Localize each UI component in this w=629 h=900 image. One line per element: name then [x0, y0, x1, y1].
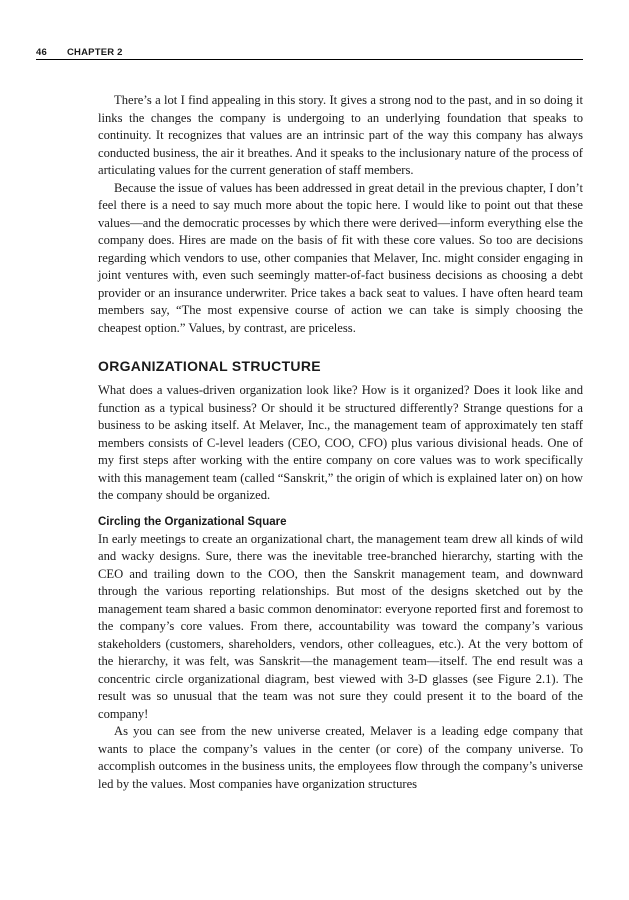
paragraph-subsection-1: In early meetings to create an organizational chart, the management team drew all kinds of wild and wacky designs. Sure, there was the inevitable tree-branched hierarchy, starting with the CEO and trailing down to the COO, then the Sanskrit management team, and downward through the various reporting relationships. But most of the designs sketched out by the management team shared a basic common denominator: everyone reported first and foremost to the company’s core values. From there, accountability was toward the company’s various stakeholders (customers, shareholders, vendors, other colleagues, etc.). At the very bottom of the hierarchy, it was felt, was Sanskrit—the management team—itself. The end result was a concentric circle organizational diagram, best viewed with 3-D glasses (see Figure 2.1). The result was so unusual that the team was not sure they could present it to the board of the company! — [98, 531, 583, 721]
chapter-label: CHAPTER 2 — [67, 47, 123, 58]
section-heading: ORGANIZATIONAL STRUCTURE — [98, 358, 321, 374]
body-text — [98, 92, 583, 793]
subsection-heading: Circling the Organizational Square — [98, 515, 287, 528]
page-number: 46 — [36, 47, 47, 58]
paragraph-intro-2: Because the issue of values has been addressed in great detail in the previous chapter, I don’t feel there is a need to say much more about the topic here. I would like to point out that these values—and the democratic processes by which there were derived—inform everything else the company does. Hires are made on the basis of fit with these core values. So too are decisions regarding which vendors to use, other companies that Melaver, Inc. might consider engaging in joint ventures with, even such seemingly matter-of-fact business decisions as choosing a debt provider or an insurance underwriter. Price takes a back seat to values. I have often heard team members say, “The most expensive course of action we can take is simply choosing the cheapest option.” Values, by contrast, are priceless. — [98, 180, 583, 335]
paragraph-subsection-2: As you can see from the new universe created, Melaver is a leading edge company that wants to place the company’s values in the center (or core) of the company universe. To accomplish outcomes in the business units, the employees flow through the company’s universe led by the values. Most companies have organization structures — [98, 724, 583, 791]
paragraph-intro-1: There’s a lot I find appealing in this story. It gives a strong nod to the past, and in so doing it links the changes the company is undergoing to an underlying foundation that speaks to continuity. It recognizes that values are an intrinsic part of the way this company has always conducted business, the air it breathes. And it speaks to the inclusionary nature of the process of articulating values for the current generation of staff members. — [98, 93, 583, 177]
paragraph-section-1: What does a values-driven organization look like? How is it organized? Does it look like and function as a typical business? Or should it be structured differently? Strange questions for a business to be asking itself. At Melaver, Inc., the management team of approximately ten staff members consists of C-level leaders (CEO, COO, CFO) plus various divisional heads. One of my first steps after working with the entire company on core values was to work specifically with this management team (called “Sanskrit,” the origin of which is explained later on) on how the company should be organized. — [98, 383, 583, 502]
running-header — [36, 43, 583, 60]
